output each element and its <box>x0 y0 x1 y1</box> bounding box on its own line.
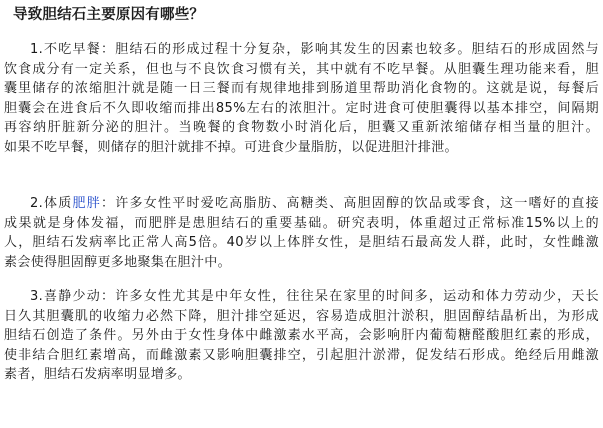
paragraph-line: 日久其胆囊肌的收缩力必然下降，胆汁排空延迟，容易造成胆汁淤积，胆固醇结晶析出，为形成 <box>4 308 599 324</box>
line-text: 1.不吃早餐：胆结石的形成过程十分复杂，影响其发生的因素也较多。胆结石的形成固然与 <box>30 42 599 57</box>
obesity-link[interactable]: 肥胖 <box>72 196 102 211</box>
paragraph-line <box>4 40 599 60</box>
paragraph-line: 饮食成分有一定关系，但也与不良饮食习惯有关，其中就有不吃早餐。从胆囊生理功能来看，胆 <box>4 61 599 77</box>
article-title: 导致胆结石主要原因有哪些？ <box>13 7 205 23</box>
paragraph-line: 再容纳肝脏新分泌的胆汁。当晚餐的食物数小时消化后，胆囊又重新浓缩储存相当量的胆汁。 <box>4 120 599 135</box>
paragraph-line: 胆囊会在进食后不久即收缩而排出85%左右的浓胆汁。定时进食可使胆囊得以基本排空，间隔期 <box>4 100 599 116</box>
paragraph-line: 成果就是身体发福，而肥胖是患胆结石的重要基础。研究表明，体重超过正常标准15%以上的 <box>4 215 599 231</box>
line-text: 3.喜静少动：许多女性尤其是中年女性，往往呆在家里的时间多，运动和体力劳动少，天长 <box>30 289 599 304</box>
paragraph-line: 胆结石创造了条件。另外由于女性身体中雌激素水平高，会影响肝内葡萄糖醛酸胆红素的形成， <box>4 328 599 343</box>
paragraph-sedentary <box>4 287 599 385</box>
paragraph-skipping-breakfast <box>4 40 599 157</box>
paragraph-line: 人，胆结石发病率比正常人高5倍。40岁以上体胖女性，是胆结石最高发人群，此时，女性雌激 <box>4 235 599 250</box>
paragraph-line <box>4 194 599 214</box>
line-suffix: ：许多女性平时爱吃高脂肪、高糖类、高胆固醇的饮品或零食，这一嗜好的直接 <box>101 196 599 211</box>
line-prefix: 2.体质 <box>30 196 73 211</box>
paragraph-line: 如果不吃早餐，则储存的胆汁就排不掉。可进食少量脂肪，以促进胆汁排泄。 <box>4 139 458 155</box>
paragraph-line: 囊里储存的浓缩胆汁就是随一日三餐而有规律地排到肠道里帮助消化食物的。这就是说，每餐后 <box>4 81 599 96</box>
paragraph-line: 素者，胆结石发病率明显增多。 <box>4 367 191 382</box>
paragraph-obesity <box>4 194 599 272</box>
paragraph-line: 使非结合胆红素增高，而雌激素又影响胆囊排空，引起胆汁淤滞，促发结石形成。绝经后用雌激 <box>4 347 599 363</box>
paragraph-line <box>4 287 599 307</box>
paragraph-line: 素会使得胆固醇更多地聚集在胆汁中。 <box>4 254 231 270</box>
